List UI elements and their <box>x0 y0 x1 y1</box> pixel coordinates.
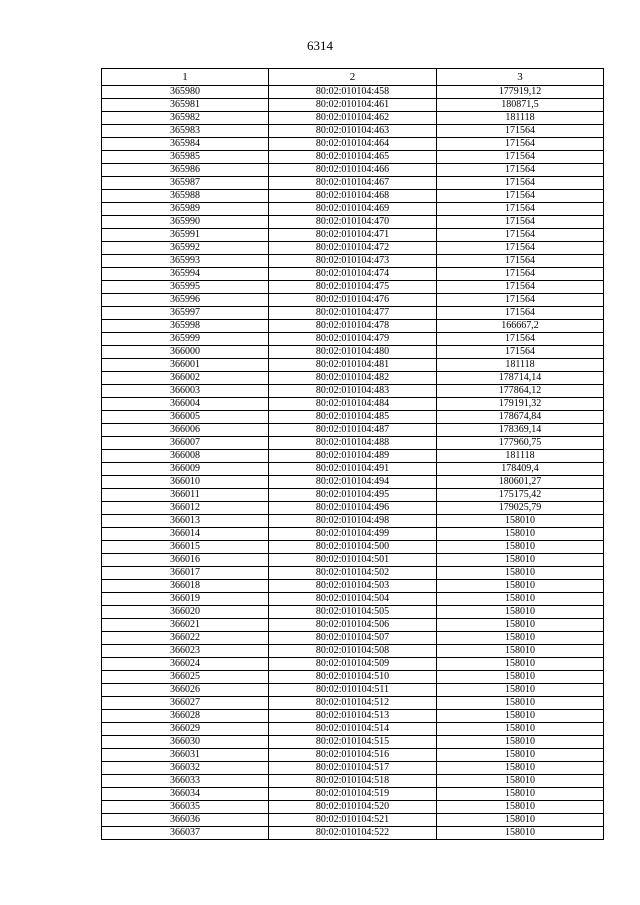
table-row <box>102 788 604 801</box>
cadastral-value-cell: 178409,4 <box>437 463 604 476</box>
table-row <box>102 814 604 827</box>
cadastral-value-cell: 158010 <box>437 749 604 762</box>
cadastral-value-cell: 181118 <box>437 450 604 463</box>
row-number-cell: 365982 <box>102 112 269 125</box>
row-number-cell: 366027 <box>102 697 269 710</box>
cadastral-number-cell: 80:02:010104:473 <box>269 255 437 268</box>
table-row <box>102 294 604 307</box>
row-number-cell: 365983 <box>102 125 269 138</box>
row-number-cell: 366010 <box>102 476 269 489</box>
cadastral-value-cell: 171564 <box>437 242 604 255</box>
cadastral-value-cell: 171564 <box>437 346 604 359</box>
cadastral-value-cell: 171564 <box>437 138 604 151</box>
row-number-cell: 365994 <box>102 268 269 281</box>
row-number-cell: 366004 <box>102 398 269 411</box>
row-number-cell: 366028 <box>102 710 269 723</box>
column-header-3: 3 <box>437 69 604 86</box>
row-number-cell: 365987 <box>102 177 269 190</box>
cadastral-number-cell: 80:02:010104:514 <box>269 723 437 736</box>
row-number-cell: 365991 <box>102 229 269 242</box>
row-number-cell: 365993 <box>102 255 269 268</box>
row-number-cell: 366003 <box>102 385 269 398</box>
table-row <box>102 736 604 749</box>
table-row <box>102 398 604 411</box>
cadastral-number-cell: 80:02:010104:477 <box>269 307 437 320</box>
table-row <box>102 528 604 541</box>
cadastral-number-cell: 80:02:010104:482 <box>269 372 437 385</box>
row-number-cell: 366032 <box>102 762 269 775</box>
table-row <box>102 411 604 424</box>
cadastral-value-cell: 177919,12 <box>437 86 604 99</box>
cadastral-number-cell: 80:02:010104:500 <box>269 541 437 554</box>
table-row <box>102 385 604 398</box>
cadastral-value-cell: 158010 <box>437 814 604 827</box>
cadastral-number-cell: 80:02:010104:501 <box>269 554 437 567</box>
cadastral-value-cell: 171564 <box>437 229 604 242</box>
cadastral-value-cell: 158010 <box>437 788 604 801</box>
table-row <box>102 697 604 710</box>
cadastral-value-cell: 158010 <box>437 684 604 697</box>
cadastral-value-cell: 171564 <box>437 281 604 294</box>
row-number-cell: 366024 <box>102 658 269 671</box>
row-number-cell: 366037 <box>102 827 269 840</box>
table-row <box>102 242 604 255</box>
table-row <box>102 775 604 788</box>
table-row <box>102 463 604 476</box>
table-row <box>102 203 604 216</box>
cadastral-value-cell: 181118 <box>437 359 604 372</box>
cadastral-number-cell: 80:02:010104:509 <box>269 658 437 671</box>
cadastral-value-cell: 158010 <box>437 801 604 814</box>
cadastral-value-cell: 171564 <box>437 151 604 164</box>
cadastral-number-cell: 80:02:010104:506 <box>269 619 437 632</box>
table-row <box>102 86 604 99</box>
table-row <box>102 606 604 619</box>
table-row <box>102 164 604 177</box>
table-header <box>102 69 604 86</box>
cadastral-value-cell: 171564 <box>437 177 604 190</box>
table-row <box>102 372 604 385</box>
table-row <box>102 489 604 502</box>
cadastral-value-cell: 180871,5 <box>437 99 604 112</box>
row-number-cell: 365995 <box>102 281 269 294</box>
table-row <box>102 645 604 658</box>
cadastral-number-cell: 80:02:010104:461 <box>269 99 437 112</box>
cadastral-value-cell: 166667,2 <box>437 320 604 333</box>
row-number-cell: 366021 <box>102 619 269 632</box>
cadastral-number-cell: 80:02:010104:519 <box>269 788 437 801</box>
cadastral-value-cell: 158010 <box>437 632 604 645</box>
row-number-cell: 366031 <box>102 749 269 762</box>
cadastral-value-cell: 158010 <box>437 593 604 606</box>
table-row <box>102 255 604 268</box>
row-number-cell: 366000 <box>102 346 269 359</box>
table-row <box>102 658 604 671</box>
table-row <box>102 125 604 138</box>
cadastral-value-cell: 178714,14 <box>437 372 604 385</box>
table-row <box>102 580 604 593</box>
row-number-cell: 365988 <box>102 190 269 203</box>
cadastral-number-cell: 80:02:010104:487 <box>269 424 437 437</box>
table-row <box>102 801 604 814</box>
table-row <box>102 359 604 372</box>
row-number-cell: 365980 <box>102 86 269 99</box>
cadastral-number-cell: 80:02:010104:518 <box>269 775 437 788</box>
row-number-cell: 365996 <box>102 294 269 307</box>
cadastral-number-cell: 80:02:010104:462 <box>269 112 437 125</box>
cadastral-number-cell: 80:02:010104:472 <box>269 242 437 255</box>
page-number: 6314 <box>307 38 333 53</box>
row-number-cell: 366025 <box>102 671 269 684</box>
cadastral-value-cell: 171564 <box>437 164 604 177</box>
cadastral-number-cell: 80:02:010104:511 <box>269 684 437 697</box>
cadastral-number-cell: 80:02:010104:491 <box>269 463 437 476</box>
row-number-cell: 366006 <box>102 424 269 437</box>
table-row <box>102 671 604 684</box>
table-row <box>102 99 604 112</box>
row-number-cell: 366012 <box>102 502 269 515</box>
cadastral-value-cell: 171564 <box>437 255 604 268</box>
table-row <box>102 346 604 359</box>
row-number-cell: 365986 <box>102 164 269 177</box>
table-row <box>102 619 604 632</box>
cadastral-value-cell: 171564 <box>437 268 604 281</box>
table-row <box>102 307 604 320</box>
cadastral-number-cell: 80:02:010104:517 <box>269 762 437 775</box>
table-row <box>102 229 604 242</box>
row-number-cell: 366007 <box>102 437 269 450</box>
cadastral-value-cell: 158010 <box>437 619 604 632</box>
cadastral-value-cell: 158010 <box>437 645 604 658</box>
cadastral-number-cell: 80:02:010104:508 <box>269 645 437 658</box>
cadastral-value-cell: 171564 <box>437 307 604 320</box>
cadastral-number-cell: 80:02:010104:463 <box>269 125 437 138</box>
table-row <box>102 502 604 515</box>
cadastral-value-cell: 158010 <box>437 723 604 736</box>
row-number-cell: 366023 <box>102 645 269 658</box>
cadastral-number-cell: 80:02:010104:502 <box>269 567 437 580</box>
cadastral-value-cell: 177960,75 <box>437 437 604 450</box>
cadastral-value-cell: 178674,84 <box>437 411 604 424</box>
cadastral-number-cell: 80:02:010104:480 <box>269 346 437 359</box>
cadastral-number-cell: 80:02:010104:521 <box>269 814 437 827</box>
cadastral-value-cell: 171564 <box>437 190 604 203</box>
cadastral-value-cell: 158010 <box>437 515 604 528</box>
cadastral-number-cell: 80:02:010104:481 <box>269 359 437 372</box>
row-number-cell: 366020 <box>102 606 269 619</box>
cadastral-value-cell: 180601,27 <box>437 476 604 489</box>
row-number-cell: 365997 <box>102 307 269 320</box>
cadastral-value-cell: 171564 <box>437 333 604 346</box>
cadastral-value-cell: 178369,14 <box>437 424 604 437</box>
cadastral-value-cell: 158010 <box>437 528 604 541</box>
row-number-cell: 366013 <box>102 515 269 528</box>
cadastral-value-cell: 158010 <box>437 580 604 593</box>
table-row <box>102 684 604 697</box>
row-number-cell: 366014 <box>102 528 269 541</box>
row-number-cell: 365981 <box>102 99 269 112</box>
cadastral-value-cell: 158010 <box>437 697 604 710</box>
row-number-cell: 365990 <box>102 216 269 229</box>
table-row <box>102 268 604 281</box>
cadastral-number-cell: 80:02:010104:520 <box>269 801 437 814</box>
row-number-cell: 366030 <box>102 736 269 749</box>
table-row <box>102 151 604 164</box>
cadastral-number-cell: 80:02:010104:522 <box>269 827 437 840</box>
cadastral-number-cell: 80:02:010104:495 <box>269 489 437 502</box>
table-row <box>102 515 604 528</box>
cadastral-number-cell: 80:02:010104:503 <box>269 580 437 593</box>
table-row <box>102 723 604 736</box>
cadastral-value-cell: 158010 <box>437 775 604 788</box>
table-row <box>102 320 604 333</box>
cadastral-number-cell: 80:02:010104:489 <box>269 450 437 463</box>
row-number-cell: 366008 <box>102 450 269 463</box>
cadastral-number-cell: 80:02:010104:498 <box>269 515 437 528</box>
cadastral-number-cell: 80:02:010104:475 <box>269 281 437 294</box>
cadastral-value-cell: 158010 <box>437 567 604 580</box>
row-number-cell: 366001 <box>102 359 269 372</box>
table-row <box>102 450 604 463</box>
column-header-1: 1 <box>102 69 269 86</box>
row-number-cell: 366011 <box>102 489 269 502</box>
table-row <box>102 281 604 294</box>
column-header-2: 2 <box>269 69 437 86</box>
cadastral-value-cell: 158010 <box>437 762 604 775</box>
cadastral-value-cell: 179191,32 <box>437 398 604 411</box>
cadastral-number-cell: 80:02:010104:468 <box>269 190 437 203</box>
row-number-cell: 366035 <box>102 801 269 814</box>
cadastral-number-cell: 80:02:010104:479 <box>269 333 437 346</box>
cadastral-number-cell: 80:02:010104:484 <box>269 398 437 411</box>
row-number-cell: 366036 <box>102 814 269 827</box>
cadastral-value-cell: 179025,79 <box>437 502 604 515</box>
cadastral-number-cell: 80:02:010104:499 <box>269 528 437 541</box>
cadastral-value-cell: 158010 <box>437 671 604 684</box>
table-row <box>102 216 604 229</box>
row-number-cell: 365989 <box>102 203 269 216</box>
row-number-cell: 365998 <box>102 320 269 333</box>
cadastral-number-cell: 80:02:010104:474 <box>269 268 437 281</box>
cadastral-number-cell: 80:02:010104:485 <box>269 411 437 424</box>
cadastral-value-cell: 177864,12 <box>437 385 604 398</box>
table-row <box>102 762 604 775</box>
cadastral-number-cell: 80:02:010104:465 <box>269 151 437 164</box>
cadastral-value-cell: 158010 <box>437 658 604 671</box>
cadastral-value-cell: 158010 <box>437 541 604 554</box>
cadastral-value-cell: 171564 <box>437 125 604 138</box>
table-row <box>102 476 604 489</box>
row-number-cell: 366029 <box>102 723 269 736</box>
cadastral-number-cell: 80:02:010104:466 <box>269 164 437 177</box>
row-number-cell: 366016 <box>102 554 269 567</box>
cadastral-number-cell: 80:02:010104:513 <box>269 710 437 723</box>
cadastral-number-cell: 80:02:010104:510 <box>269 671 437 684</box>
table-row <box>102 827 604 840</box>
cadastral-number-cell: 80:02:010104:488 <box>269 437 437 450</box>
table-row <box>102 437 604 450</box>
table-body <box>102 86 604 840</box>
table-row <box>102 710 604 723</box>
cadastral-number-cell: 80:02:010104:515 <box>269 736 437 749</box>
cadastral-number-cell: 80:02:010104:470 <box>269 216 437 229</box>
row-number-cell: 366018 <box>102 580 269 593</box>
cadastral-number-cell: 80:02:010104:483 <box>269 385 437 398</box>
row-number-cell: 366015 <box>102 541 269 554</box>
cadastral-number-cell: 80:02:010104:507 <box>269 632 437 645</box>
table-row <box>102 567 604 580</box>
table-header-row <box>102 69 604 86</box>
cadastral-number-cell: 80:02:010104:476 <box>269 294 437 307</box>
row-number-cell: 366026 <box>102 684 269 697</box>
cadastral-number-cell: 80:02:010104:516 <box>269 749 437 762</box>
cadastral-number-cell: 80:02:010104:478 <box>269 320 437 333</box>
cadastral-number-cell: 80:02:010104:458 <box>269 86 437 99</box>
row-number-cell: 366033 <box>102 775 269 788</box>
row-number-cell: 366017 <box>102 567 269 580</box>
cadastral-value-cell: 171564 <box>437 216 604 229</box>
cadastral-value-cell: 158010 <box>437 736 604 749</box>
cadastral-value-cell: 158010 <box>437 606 604 619</box>
row-number-cell: 366034 <box>102 788 269 801</box>
cadastral-value-table <box>101 68 604 840</box>
cadastral-number-cell: 80:02:010104:464 <box>269 138 437 151</box>
row-number-cell: 365984 <box>102 138 269 151</box>
table-row <box>102 112 604 125</box>
row-number-cell: 366019 <box>102 593 269 606</box>
table-row <box>102 333 604 346</box>
cadastral-number-cell: 80:02:010104:505 <box>269 606 437 619</box>
row-number-cell: 365985 <box>102 151 269 164</box>
cadastral-number-cell: 80:02:010104:504 <box>269 593 437 606</box>
table-row <box>102 593 604 606</box>
cadastral-number-cell: 80:02:010104:512 <box>269 697 437 710</box>
table-row <box>102 177 604 190</box>
table-row <box>102 632 604 645</box>
table-row <box>102 749 604 762</box>
row-number-cell: 366009 <box>102 463 269 476</box>
cadastral-number-cell: 80:02:010104:469 <box>269 203 437 216</box>
cadastral-value-cell: 171564 <box>437 294 604 307</box>
row-number-cell: 365999 <box>102 333 269 346</box>
table-row <box>102 190 604 203</box>
cadastral-number-cell: 80:02:010104:494 <box>269 476 437 489</box>
row-number-cell: 365992 <box>102 242 269 255</box>
cadastral-number-cell: 80:02:010104:471 <box>269 229 437 242</box>
cadastral-value-cell: 175175,42 <box>437 489 604 502</box>
cadastral-value-cell: 158010 <box>437 827 604 840</box>
cadastral-value-cell: 181118 <box>437 112 604 125</box>
row-number-cell: 366022 <box>102 632 269 645</box>
cadastral-number-cell: 80:02:010104:467 <box>269 177 437 190</box>
row-number-cell: 366005 <box>102 411 269 424</box>
cadastral-value-cell: 158010 <box>437 710 604 723</box>
table-row <box>102 424 604 437</box>
cadastral-value-cell: 158010 <box>437 554 604 567</box>
table-row <box>102 138 604 151</box>
table-row <box>102 541 604 554</box>
row-number-cell: 366002 <box>102 372 269 385</box>
cadastral-number-cell: 80:02:010104:496 <box>269 502 437 515</box>
cadastral-value-cell: 171564 <box>437 203 604 216</box>
table-row <box>102 554 604 567</box>
